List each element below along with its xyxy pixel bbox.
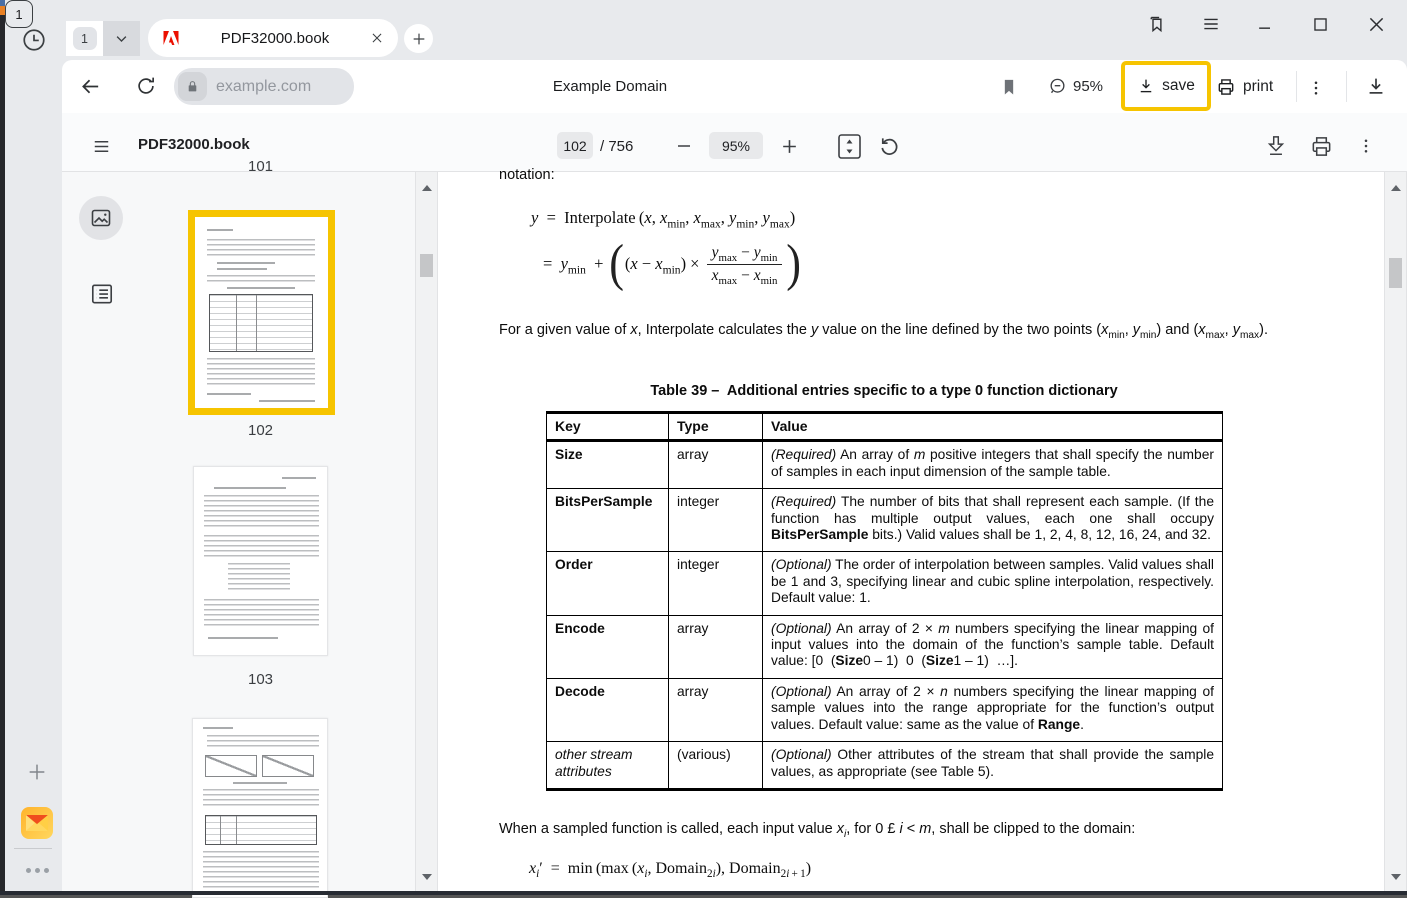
table-header-row [547, 413, 1223, 441]
rotate-ccw-button[interactable] [877, 134, 901, 158]
image-icon [89, 206, 113, 230]
pdf-zoom-level[interactable]: 95% [709, 132, 763, 159]
table-row-bitspersample: BitsPerSample integer (Required) The number of bits that shall represent each sample. (If the function has multiple output values, each one shall occupy BitsPerSample bits.) Valid values shall be 1, 2, 4, 8, 12, 16, 24, and 32. [547, 489, 1223, 552]
rail-divider [14, 848, 52, 849]
formula-interpolate-expanded: = $y_{min}$ + ( $(x - x_{min})$ × $\frac{y_{max} - y_{min}}{x_{max} - x_{min}}$ ) [543, 235, 802, 292]
rail-add-icon[interactable] [26, 761, 48, 783]
fit-page-icon [836, 132, 863, 161]
browser-zoom-value: 95% [1073, 78, 1104, 95]
window-close-button[interactable] [1364, 12, 1388, 36]
url-text: example.com [216, 77, 312, 95]
fraction: $\frac{y_{max} - y_{min}}{x_{max} - x_{min}}$ [707, 244, 783, 285]
pdf-more-menu[interactable] [1356, 135, 1376, 157]
list-icon [89, 281, 115, 307]
toolbar-separator [1296, 71, 1297, 102]
downloads-tray-icon [1365, 75, 1387, 97]
chevron-down-icon [114, 31, 129, 46]
toolbar-separator-2 [1346, 71, 1347, 102]
pdf-document-title: PDF32000.book [138, 136, 250, 153]
save-button-highlighted[interactable] [1121, 61, 1211, 111]
thumb-label-101: 101 [247, 158, 274, 175]
print-label: print [1243, 77, 1274, 95]
history-clock-icon[interactable] [21, 27, 47, 53]
table-row-size: Size array (Required) An array of m positive integers that shall specify the number of samples in each input dimension of the sample table. [547, 441, 1223, 489]
address-bar[interactable] [174, 68, 354, 105]
thumbnail-page-103[interactable] [193, 466, 328, 656]
table-row-order: Order integer (Optional) The order of interpolation between samples. Valid values shall be 1 and 3, specifying linear and cubic spline interpolation, respectively. Default value: 1. [547, 552, 1223, 615]
thumb-label-102: 102 [247, 422, 274, 439]
pdf-thumbnail-panel [62, 158, 415, 891]
pdf-download-button[interactable] [1264, 133, 1288, 159]
col-header-key: Key [547, 413, 669, 441]
printer-icon [1216, 77, 1236, 97]
thumbnails-view-button[interactable] [79, 196, 123, 240]
formula-interpolate: y = Interpolate (x, $x_{min}$, $x_{max}$, $y_{min}$, $y_{max}$) [531, 208, 796, 231]
col-header-value: Value [763, 413, 1223, 441]
table-39 [546, 411, 1223, 791]
thumb-label-103: 103 [247, 671, 274, 688]
rail-more-icon[interactable] [25, 866, 49, 874]
doc-scroll-down-arrow[interactable] [1391, 874, 1401, 880]
paragraph-clipping: When a sampled function is called, each input value $x_i$, for 0 £ i < m, shall be clipped to the domain: [499, 821, 1136, 840]
zoom-in-button[interactable] [779, 136, 799, 156]
lock-icon [186, 80, 199, 93]
scroll-up-arrow[interactable] [422, 185, 432, 191]
tab-group-count[interactable]: 1 [66, 21, 103, 56]
new-tab-button[interactable] [404, 24, 433, 53]
kebab-icon [1307, 79, 1325, 97]
yandex-mail-icon[interactable] [19, 805, 55, 841]
save-label: save [1162, 77, 1195, 94]
thumbnail-scroll-thumb[interactable] [420, 254, 433, 277]
back-button[interactable] [78, 74, 102, 98]
pdf-page-view[interactable] [438, 167, 1385, 891]
outline-view-button[interactable] [88, 280, 116, 308]
print-button[interactable] [1216, 63, 1273, 110]
adobe-pdf-icon [162, 29, 180, 47]
close-paren: ) [786, 235, 802, 292]
col-header-type: Type [669, 413, 763, 441]
plus-icon [780, 137, 799, 156]
browser-menu-icon[interactable] [1199, 12, 1223, 36]
page-title: Example Domain [552, 78, 668, 95]
hamburger-icon [92, 137, 111, 156]
page-number-input[interactable]: 102 [557, 132, 593, 159]
table-row-encode: Encode array (Optional) An array of 2 × m numbers specifying the linear mapping of input values into the domain of the function’s sample table. Default value: [0 (Size0 – 1) 0 (Size1 – 1) …]. [547, 615, 1223, 678]
zoom-out-button[interactable] [674, 136, 694, 156]
scroll-down-arrow[interactable] [422, 874, 432, 880]
printer-icon [1310, 135, 1333, 158]
open-paren: ( [608, 235, 624, 292]
downloads-button[interactable] [1364, 74, 1388, 98]
pdf-print-button[interactable] [1309, 134, 1333, 158]
doc-scroll-thumb[interactable] [1389, 258, 1402, 288]
kebab-icon [1357, 136, 1375, 156]
formula-clipping: $x_i' = \min (\max$ ($x_i$, Domain$_{2i}$), Domain$_{2i + 1}$) [529, 860, 812, 881]
clipped-paragraph: notation: [499, 167, 555, 183]
browser-side-rail [5, 0, 62, 895]
window-maximize-button[interactable] [1308, 12, 1332, 36]
download-outline-icon [1265, 134, 1287, 158]
ssl-lock-badge[interactable] [178, 72, 207, 101]
arrow-left-icon [79, 75, 102, 98]
tab-close-icon[interactable] [370, 31, 384, 45]
tab-count-badge[interactable]: 1 [5, 0, 33, 28]
table-39-title: Table 39 – Additional entries specific to a type 0 function dictionary [650, 383, 1118, 399]
plus-icon [411, 31, 427, 47]
fit-page-button[interactable] [836, 132, 863, 161]
page-count-label: / 756 [600, 138, 634, 155]
reload-button[interactable] [134, 74, 158, 98]
zoom-out-bubble-icon [1048, 77, 1067, 96]
thumbnail-page-104[interactable] [192, 718, 328, 898]
extensions-kebab-menu[interactable] [1304, 76, 1328, 100]
tab-title: PDF32000.book [220, 29, 330, 47]
table-row-other-stream-attributes: other stream attributes (various) (Optional) Other attributes of the stream that shall provide the sample values, as appropriate (see Table 5). [547, 742, 1223, 790]
pdf-sidebar-toggle[interactable] [90, 135, 112, 157]
thumbnail-scrollbar[interactable] [415, 172, 438, 891]
window-minimize-button[interactable] [1253, 12, 1277, 36]
tab-group-expand-button[interactable] [103, 21, 140, 56]
doc-scroll-up-arrow[interactable] [1391, 185, 1401, 191]
paragraph-interpolate: For a given value of x, Interpolate calculates the y value on the line defined by the two points ($x_{min}$, $y_{min}$) and ($x_{max}$, $y_{max}$). [499, 322, 1268, 341]
minus-icon [675, 137, 693, 155]
save-download-icon [1137, 77, 1155, 95]
thumbnail-page-102-selected[interactable] [188, 210, 335, 415]
rotate-ccw-icon [878, 135, 901, 158]
saved-tabs-flag-icon[interactable] [1144, 12, 1168, 36]
tab-group-control[interactable] [66, 21, 140, 56]
tab-pdf32000[interactable] [148, 19, 398, 57]
table-row-decode: Decode array (Optional) An array of 2 × n numbers specifying the linear mapping of sample values into the range appropriate for the function’s output values. Default value: same as the value of Range. [547, 678, 1223, 741]
document-scrollbar[interactable] [1384, 172, 1407, 891]
taskbar-edge [0, 891, 1407, 895]
reload-icon [135, 75, 157, 97]
bookmark-filled-icon[interactable] [997, 75, 1021, 99]
browser-zoom-indicator[interactable] [1048, 63, 1103, 110]
